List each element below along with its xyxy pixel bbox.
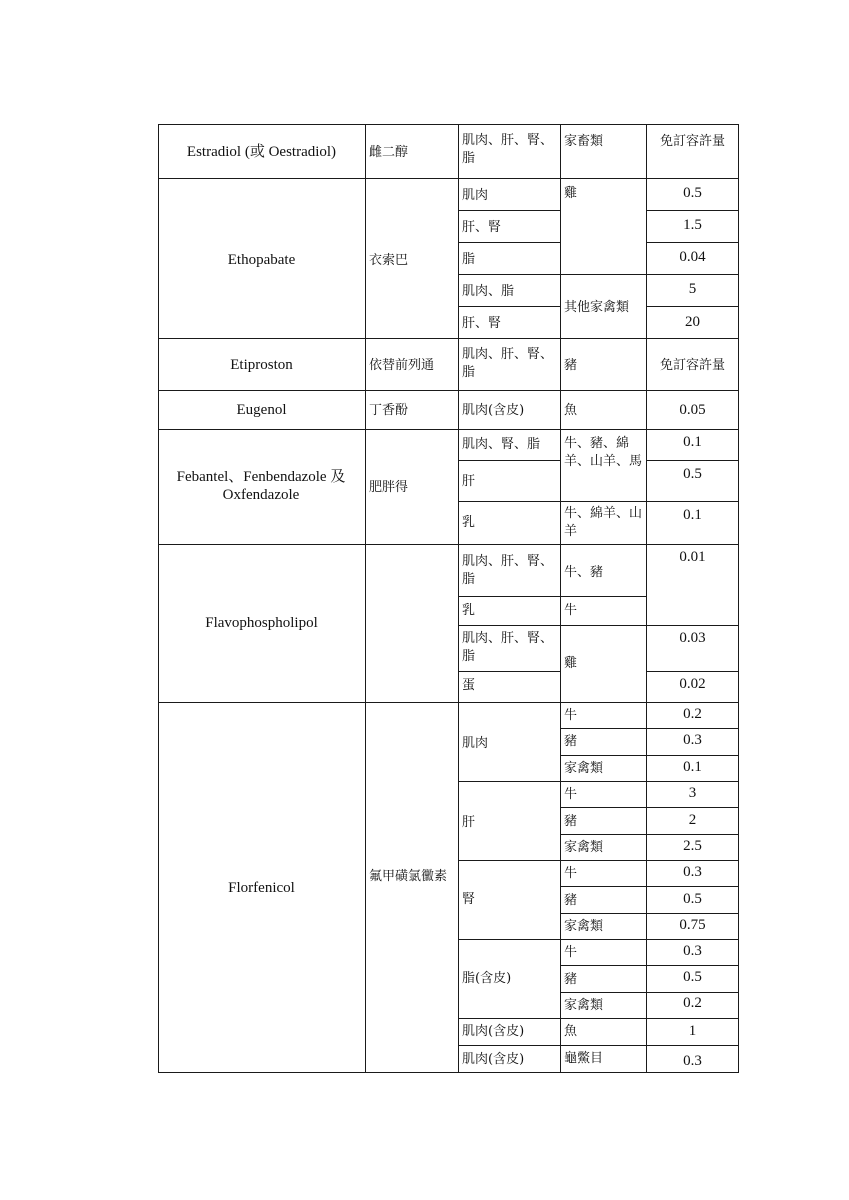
subrow-sep xyxy=(458,939,739,940)
tissue: 肌肉、脂 xyxy=(462,284,515,299)
subrow-sep xyxy=(458,596,646,597)
col-sep-2 xyxy=(458,124,459,1072)
chinese-name: 衣索巴 xyxy=(369,253,409,268)
species: 牛 xyxy=(564,866,578,881)
species: 豬 xyxy=(564,893,578,908)
subrow-sep xyxy=(458,274,739,275)
drug-name: Flavophospholipol xyxy=(205,615,318,631)
limit: 0.3 xyxy=(683,1053,702,1069)
chinese-name: 依替前列通 xyxy=(369,358,435,373)
subrow-sep xyxy=(458,1018,739,1019)
species: 豬 xyxy=(564,358,578,373)
tissue: 肝、腎 xyxy=(462,220,502,235)
row-sep xyxy=(158,702,739,703)
limit: 0.01 xyxy=(679,549,706,565)
limit: 0.2 xyxy=(683,706,702,722)
subrow-sep xyxy=(560,807,739,808)
species: 牛、綿羊、山羊 xyxy=(564,506,643,539)
limit: 0.3 xyxy=(683,732,702,748)
tissue: 乳 xyxy=(462,515,476,530)
tissue: 肌肉 xyxy=(462,736,489,751)
species: 家畜類 xyxy=(564,134,604,149)
chinese-name: 丁香酚 xyxy=(369,403,409,418)
species: 家禽類 xyxy=(564,840,604,855)
limit: 0.3 xyxy=(683,864,702,880)
row-sep xyxy=(158,178,739,179)
limit: 0.5 xyxy=(683,466,702,482)
species: 魚 xyxy=(564,1024,578,1039)
limit: 5 xyxy=(688,281,697,297)
tissue: 肝、腎 xyxy=(462,316,502,331)
subrow-sep xyxy=(458,210,560,211)
subrow-sep xyxy=(646,210,739,211)
limit: 2 xyxy=(688,812,697,828)
table-border-top xyxy=(158,124,739,125)
species: 豬 xyxy=(564,734,578,749)
table-border-bottom xyxy=(158,1072,739,1073)
limit: 1 xyxy=(688,1023,697,1039)
subrow-sep xyxy=(560,992,739,993)
species: 牛、豬 xyxy=(564,565,604,580)
limit: 0.75 xyxy=(679,917,706,933)
limit: 20 xyxy=(685,314,700,330)
subrow-sep xyxy=(560,965,739,966)
limit: 0.5 xyxy=(683,185,702,201)
tissue: 肌肉、腎、脂 xyxy=(462,437,541,452)
subrow-sep xyxy=(560,755,739,756)
species: 牛 xyxy=(564,787,578,802)
chinese-name: 氟甲磺氯黴素 xyxy=(369,869,448,884)
limit: 0.5 xyxy=(683,891,702,907)
species: 魚 xyxy=(564,403,578,418)
subrow-sep xyxy=(458,671,560,672)
drug-name: Ethopabate xyxy=(227,252,296,268)
limit: 免訂容許量 xyxy=(659,358,725,373)
subrow-sep xyxy=(458,460,560,461)
subrow-sep xyxy=(560,886,739,887)
species: 豬 xyxy=(564,972,578,987)
subrow-sep xyxy=(560,834,739,835)
limit: 0.3 xyxy=(683,943,702,959)
drug-name: Florfenicol xyxy=(228,880,295,896)
species: 其他家禽類 xyxy=(564,300,630,315)
species: 龜鱉目 xyxy=(564,1051,604,1066)
subrow-sep xyxy=(458,625,739,626)
subrow-sep xyxy=(458,860,739,861)
tissue: 肝 xyxy=(462,815,476,830)
species: 雞 xyxy=(564,186,578,201)
species: 牛 xyxy=(564,945,578,960)
limit: 0.04 xyxy=(679,249,706,265)
tissue: 肌肉 xyxy=(462,188,489,203)
subrow-sep xyxy=(646,671,739,672)
chinese-name: 肥胖得 xyxy=(369,480,409,495)
tissue: 肌肉(含皮) xyxy=(462,1024,525,1039)
tissue: 腎 xyxy=(462,892,476,907)
species: 家禽類 xyxy=(564,998,604,1013)
tissue: 蛋 xyxy=(462,678,476,693)
subrow-sep xyxy=(646,460,739,461)
species: 家禽類 xyxy=(564,919,604,934)
row-sep xyxy=(158,390,739,391)
drug-name: Estradiol (或 Oestradiol) xyxy=(186,144,337,160)
tissue: 肌肉、肝、腎、脂 xyxy=(462,631,554,664)
tissue: 肌肉(含皮) xyxy=(462,1052,525,1067)
subrow-sep xyxy=(458,242,560,243)
species: 牛 xyxy=(564,603,578,618)
limit: 0.03 xyxy=(679,630,706,646)
drug-name: Eugenol xyxy=(236,402,287,418)
species: 雞 xyxy=(564,656,578,671)
tissue: 肌肉(含皮) xyxy=(462,403,525,418)
tissue: 肝 xyxy=(462,474,476,489)
limit: 1.5 xyxy=(683,217,702,233)
limit: 0.02 xyxy=(679,676,706,692)
tissue: 乳 xyxy=(462,603,476,618)
subrow-sep xyxy=(458,781,739,782)
limit: 2.5 xyxy=(683,838,702,854)
tissue: 肌肉、肝、腎、脂 xyxy=(462,347,554,380)
subrow-sep xyxy=(560,913,739,914)
subrow-sep xyxy=(458,1045,739,1046)
limit: 3 xyxy=(688,785,697,801)
subrow-sep xyxy=(560,728,739,729)
row-sep xyxy=(158,429,739,430)
limit: 0.05 xyxy=(679,402,706,418)
limit: 0.2 xyxy=(683,995,702,1011)
limit: 免訂容許量 xyxy=(659,134,725,149)
limit: 0.5 xyxy=(683,969,702,985)
drug-name: Etiproston xyxy=(230,357,293,373)
col-sep-1 xyxy=(365,124,366,1072)
subrow-sep xyxy=(458,306,560,307)
species: 牛、豬、綿羊、山羊、馬 xyxy=(564,436,643,469)
chinese-name: 雌二醇 xyxy=(369,145,409,160)
species: 牛 xyxy=(564,708,578,723)
tissue: 肌肉、肝、腎、脂 xyxy=(462,554,554,587)
subrow-sep xyxy=(646,242,739,243)
tissue: 肌肉、肝、腎、脂 xyxy=(462,133,554,166)
subrow-sep xyxy=(646,306,739,307)
tissue: 脂 xyxy=(462,252,476,267)
species: 豬 xyxy=(564,814,578,829)
tissue: 脂(含皮) xyxy=(462,971,512,986)
species: 家禽類 xyxy=(564,761,604,776)
row-sep xyxy=(158,338,739,339)
limit: 0.1 xyxy=(683,434,702,450)
limit: 0.1 xyxy=(683,507,702,523)
drug-name: Febantel、Fenbendazole 及 Oxfendazole xyxy=(176,469,346,503)
subrow-sep xyxy=(458,501,739,502)
limit: 0.1 xyxy=(683,759,702,775)
row-sep xyxy=(158,544,739,545)
col-sep-3 xyxy=(560,124,561,1072)
